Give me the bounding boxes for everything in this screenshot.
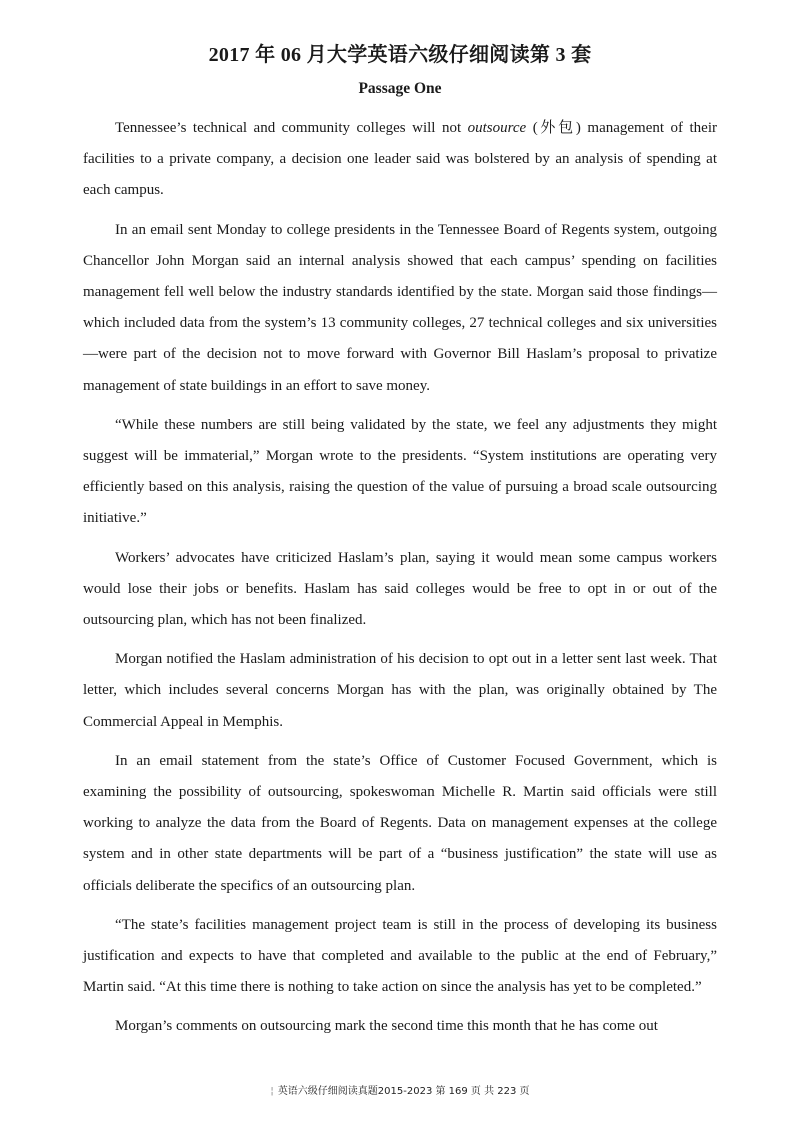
paragraph-5: Morgan notified the Haslam administration of his decision to opt out in a letter sent last week. That letter, which includes several concerns Morgan has with the plan, was originally obtained by The Commercial Appeal in Memphis. [83, 651, 717, 730]
paragraph-4: Workers’ advocates have criticized Haslam’s plan, saying it would mean some campus workers would lose their jobs or benefits. Haslam has said colleges would be free to opt in or out of the outsourcing plan, which has not been finalized. [83, 549, 717, 629]
paragraph-1-rest: management of their facilities to a private company, a decision one leader said was bolstered by an analysis of spending at each campus. [83, 120, 717, 199]
paragraph-1-lead: Tennessee’s technical and community colleges will not [115, 120, 468, 136]
paragraph-6: In an email statement from the state’s Office of Customer Focused Government, which is examining the possibility of outsourcing, spokeswoman Michelle R. Martin said officials were still working to analyze the data from the Board of Regents. Data on management expenses at the college system and in other state departments will be part of a “business justification” the state will use as officials deliberate the specifics of an outsourcing plan. [83, 752, 717, 894]
paragraph-7: “The state’s facilities management project team is still in the process of developing its business justification and expects to have that completed and available to the public at the end of February,” Martin said. “At this time there is nothing to take action on since the analysis has yet to be completed.” [83, 916, 717, 996]
paragraph-3: “While these numbers are still being validated by the state, we feel any adjustments they might suggest will be immaterial,” Morgan wrote to the presidents. “System institutions are operating very efficiently based on this analysis, raising the question of the value of pursuing a broad scale outsourcing initiative.” [83, 416, 717, 527]
passage-heading: Passage One [358, 80, 442, 97]
paragraph-2: In an email sent Monday to college presidents in the Tennessee Board of Regents system, outgoing Chancellor John Morgan said an internal analysis showed that each campus’ spending on facilities management fell well below the industry standards identified by the state. Morgan said those findings—which included data from the system’s 13 community colleges, 27 technical colleges and six universities—were part of the decision not to move forward with Governor Bill Haslam’s proposal to privatize management of state buildings in an effort to save money. [83, 221, 717, 394]
paragraph-1 [83, 113, 717, 207]
footer-text: 英语六级仔细阅读真题2015-2023 第 169 页 共 223 页 [277, 1086, 530, 1097]
document-title: 2017 年 06 月大学英语六级仔细阅读第 3 套 [208, 44, 592, 66]
paragraph-8: Morgan’s comments on outsourcing mark the second time this month that he has come out [115, 1018, 658, 1035]
term-gloss: (外包) [526, 120, 588, 136]
page-footer [0, 1082, 800, 1097]
passage-body [83, 113, 717, 1051]
highlighted-term: outsource [467, 120, 527, 136]
footer-divider: ¦ [270, 1086, 274, 1097]
